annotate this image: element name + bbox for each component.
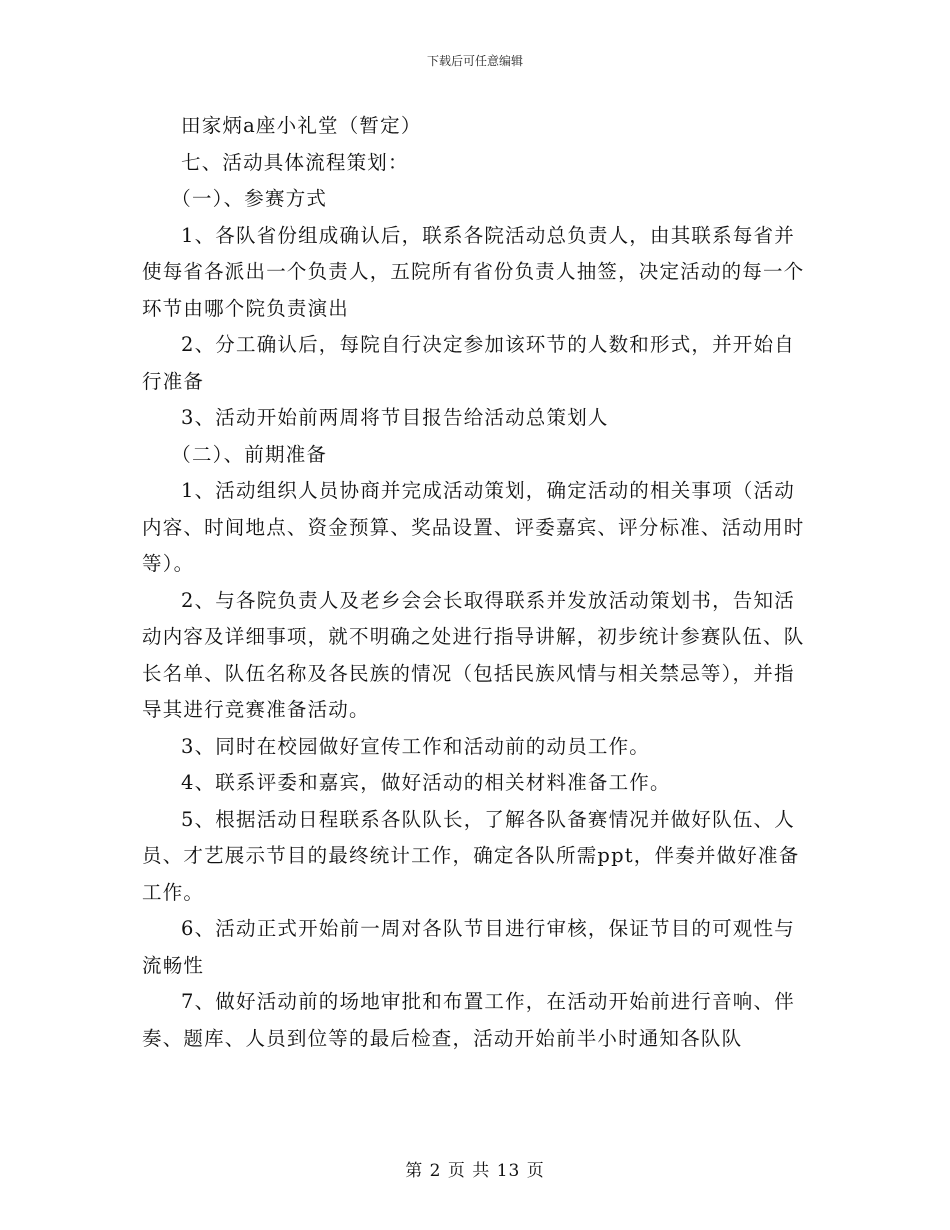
paragraph-2-4: 4、联系评委和嘉宾，做好活动的相关材料准备工作。	[181, 771, 671, 794]
subsection-heading-2: （二）、前期准备	[171, 442, 328, 466]
document-body	[142, 108, 810, 1057]
page-footer: 第 2 页 共 13 页	[405, 1161, 545, 1181]
section-heading-7: 七、活动具体流程策划：	[181, 150, 409, 174]
paragraph-1-1: 1、各队省份组成确认后，联系各院活动总负责人，由其联系每省并使每省各派出一个负责人，五院所有省份负责人抽签，决定活动的每一个环节由哪个院负责演出	[142, 223, 805, 320]
paragraph-2-2: 2、与各院负责人及老乡会会长取得联系并发放活动策划书，告知活动内容及详细事项，就不明确之处进行指导讲解，初步统计参赛队伍、队长名单、队伍名称及各民族的情况（包括民族风情与相关禁忌等），并指导其进行竞赛准备活动。	[142, 588, 805, 721]
paragraph-1-3: 3、活动开始前两周将节目报告给活动总策划人	[181, 406, 609, 429]
paragraph-2-6: 6、活动正式开始前一周对各队节目进行审核，保证节目的可观性与流畅性	[142, 917, 795, 977]
paragraph-2-5: 5、根据活动日程联系各队队长，了解各队备赛情况并做好队伍、人员、才艺展示节目的最终统计工作，确定各队所需ppt，伴奏并做好准备工作。	[142, 807, 800, 904]
paragraph-2-1: 1、活动组织人员协商并完成活动策划，确定活动的相关事项（活动内容、时间地点、资金预算、奖品设置、评委嘉宾、评分标准、活动用时等）。	[142, 479, 805, 575]
page-header: 下载后可任意编辑	[426, 54, 523, 68]
paragraph-1-2: 2、分工确认后，每院自行决定参加该环节的人数和形式，并开始自行准备	[142, 333, 795, 393]
paragraph-2-7: 7、做好活动前的场地审批和布置工作，在活动开始前进行音响、伴奏、题库、人员到位等的最后检查，活动开始前半小时通知各队队	[142, 990, 795, 1050]
paragraph-2-3: 3、同时在校园做好宣传工作和活动前的动员工作。	[181, 734, 651, 758]
paragraph-venue: 田家炳a座小礼堂（暂定）	[181, 114, 422, 137]
subsection-heading-1: （一）、参赛方式	[171, 187, 328, 210]
